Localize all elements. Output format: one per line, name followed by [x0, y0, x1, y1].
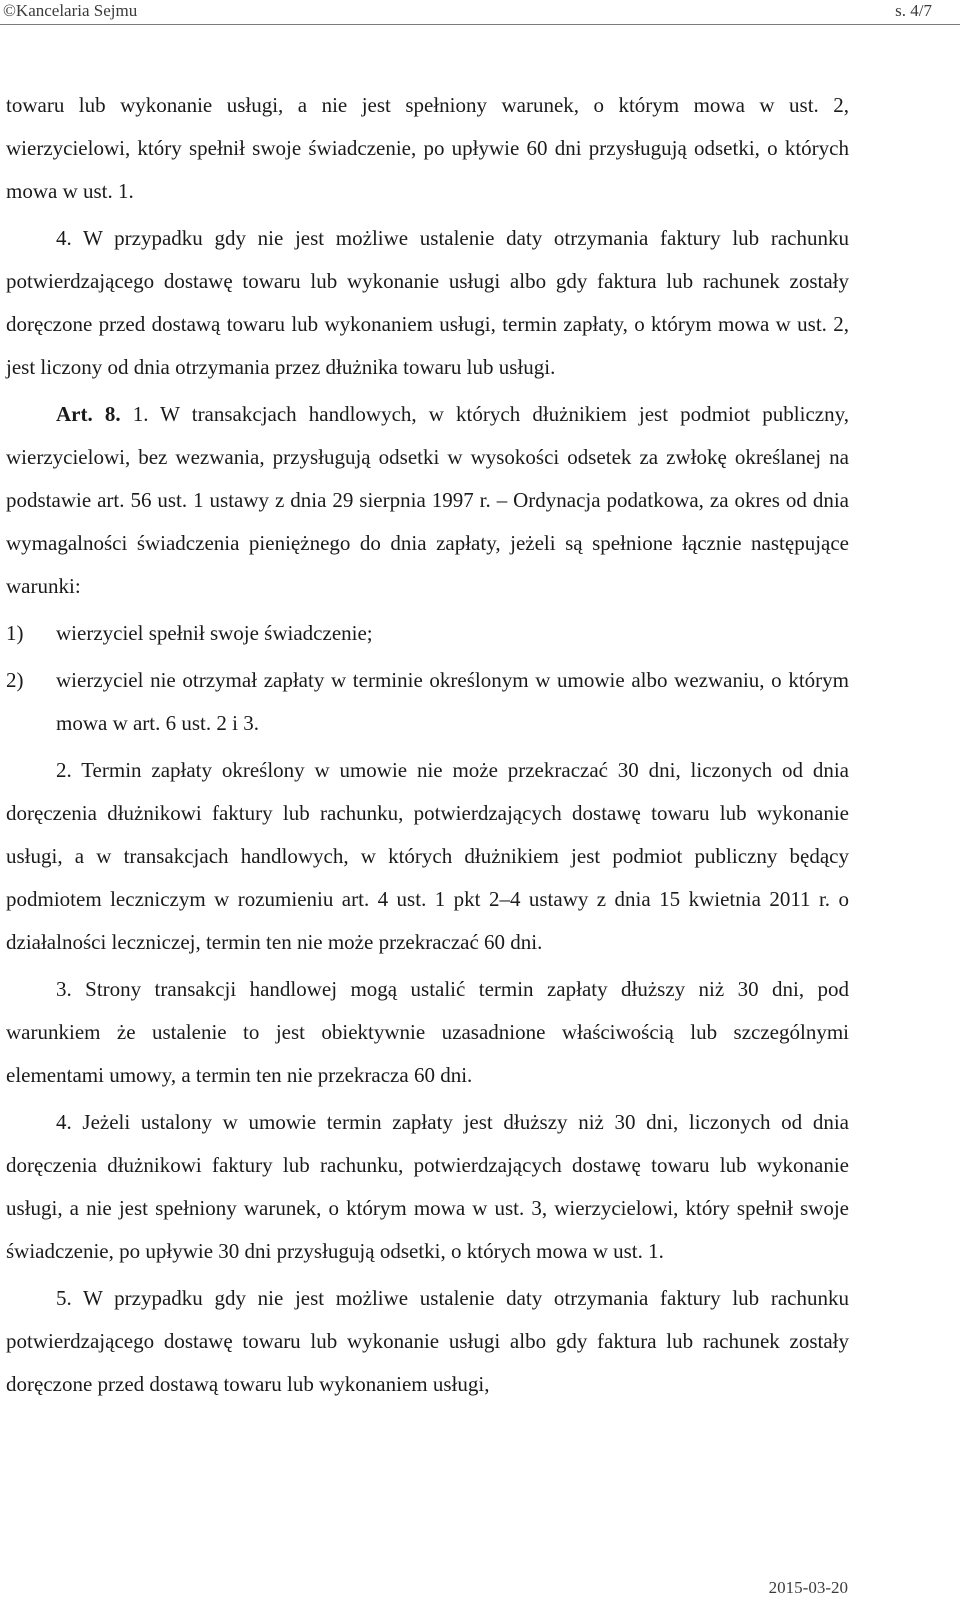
paragraph-continuation: towaru lub wykonanie usługi, a nie jest spełniony warunek, o którym mowa w ust. 2, wierzycielowi, który spełnił swoje świadczenie, po upływie 60 dni przysługują odsetki, o których mowa w ust. 1.: [6, 93, 849, 203]
article-8-ust-5: 5. W przypadku gdy nie jest możliwe ustalenie daty otrzymania faktury lub rachunku potwierdzającego dostawę towaru lub wykonanie usługi albo gdy faktura lub rachunek zostały doręczone przed dostawą towaru lub wykonaniem usługi,: [6, 1286, 849, 1396]
article-8-ust-3: 3. Strony transakcji handlowej mogą ustalić termin zapłaty dłuższy niż 30 dni, pod warunkiem że ustalenie to jest obiektywnie uzasadnione właściwością lub szczególnymi elementami umowy, a termin ten nie przekracza 60 dni.: [6, 977, 849, 1087]
document-body: [6, 84, 849, 1410]
list-item-number: 2): [6, 668, 24, 692]
list-item: [6, 659, 849, 745]
article-8-ust-1-text: 1. W transakcjach handlowych, w których dłużnikiem jest podmiot publiczny, wierzycielowi, bez wezwania, przysługują odsetki w wysokości odsetek za zwłokę określanej na podstawie art. 56 ust. 1 ustawy z dnia 29 sierpnia 1997 r. – Ordynacja podatkowa, za okres od dnia wymagalności świadczenia pieniężnego do dnia zapłaty, jeżeli są spełnione łącznie następujące warunki:: [6, 402, 849, 598]
article-8-ust-2: 2. Termin zapłaty określony w umowie nie może przekraczać 30 dni, liczonych od dnia doręczenia dłużnikowi faktury lub rachunku, potwierdzających dostawę towaru lub wykonanie usługi, a w transakcjach handlowych, w których dłużnikiem jest podmiot publiczny będący podmiotem leczniczym w rozumieniu art. 4 ust. 1 pkt 2–4 ustawy z dnia 15 kwietnia 2011 r. o działalności leczniczej, termin ten nie może przekraczać 60 dni.: [6, 758, 849, 954]
article-8-ust-1: [6, 393, 849, 608]
page-number: s. 4/7: [895, 1, 932, 20]
list-item-number: 1): [6, 621, 24, 645]
page-header: [0, 0, 960, 25]
article-8-ust-4: 4. Jeżeli ustalony w umowie termin zapłaty jest dłuższy niż 30 dni, liczonych od dnia doręczenia dłużnikowi faktury lub rachunku, potwierdzających dostawę towaru lub wykonanie usługi, a nie jest spełniony warunek, o którym mowa w ust. 3, wierzycielowi, który spełnił swoje świadczenie, po upływie 30 dni przysługują odsetki, o których mowa w ust. 1.: [6, 1110, 849, 1263]
paragraph-ust-4: 4. W przypadku gdy nie jest możliwe ustalenie daty otrzymania faktury lub rachunku potwierdzającego dostawę towaru lub wykonanie usługi albo gdy faktura lub rachunek zostały doręczone przed dostawą towaru lub wykonaniem usługi, termin zapłaty, o którym mowa w ust. 2, jest liczony od dnia otrzymania przez dłużnika towaru lub usługi.: [6, 226, 849, 379]
list-item: [6, 612, 849, 655]
list-item-text: wierzyciel nie otrzymał zapłaty w terminie określonym w umowie albo wezwaniu, o którym mowa w art. 6 ust. 2 i 3.: [56, 668, 849, 735]
list-item-text: wierzyciel spełnił swoje świadczenie;: [56, 621, 373, 645]
article-8-label: Art. 8.: [56, 402, 121, 426]
copyright-notice: ©Kancelaria Sejmu: [3, 1, 138, 20]
document-date: 2015-03-20: [768, 1578, 848, 1597]
